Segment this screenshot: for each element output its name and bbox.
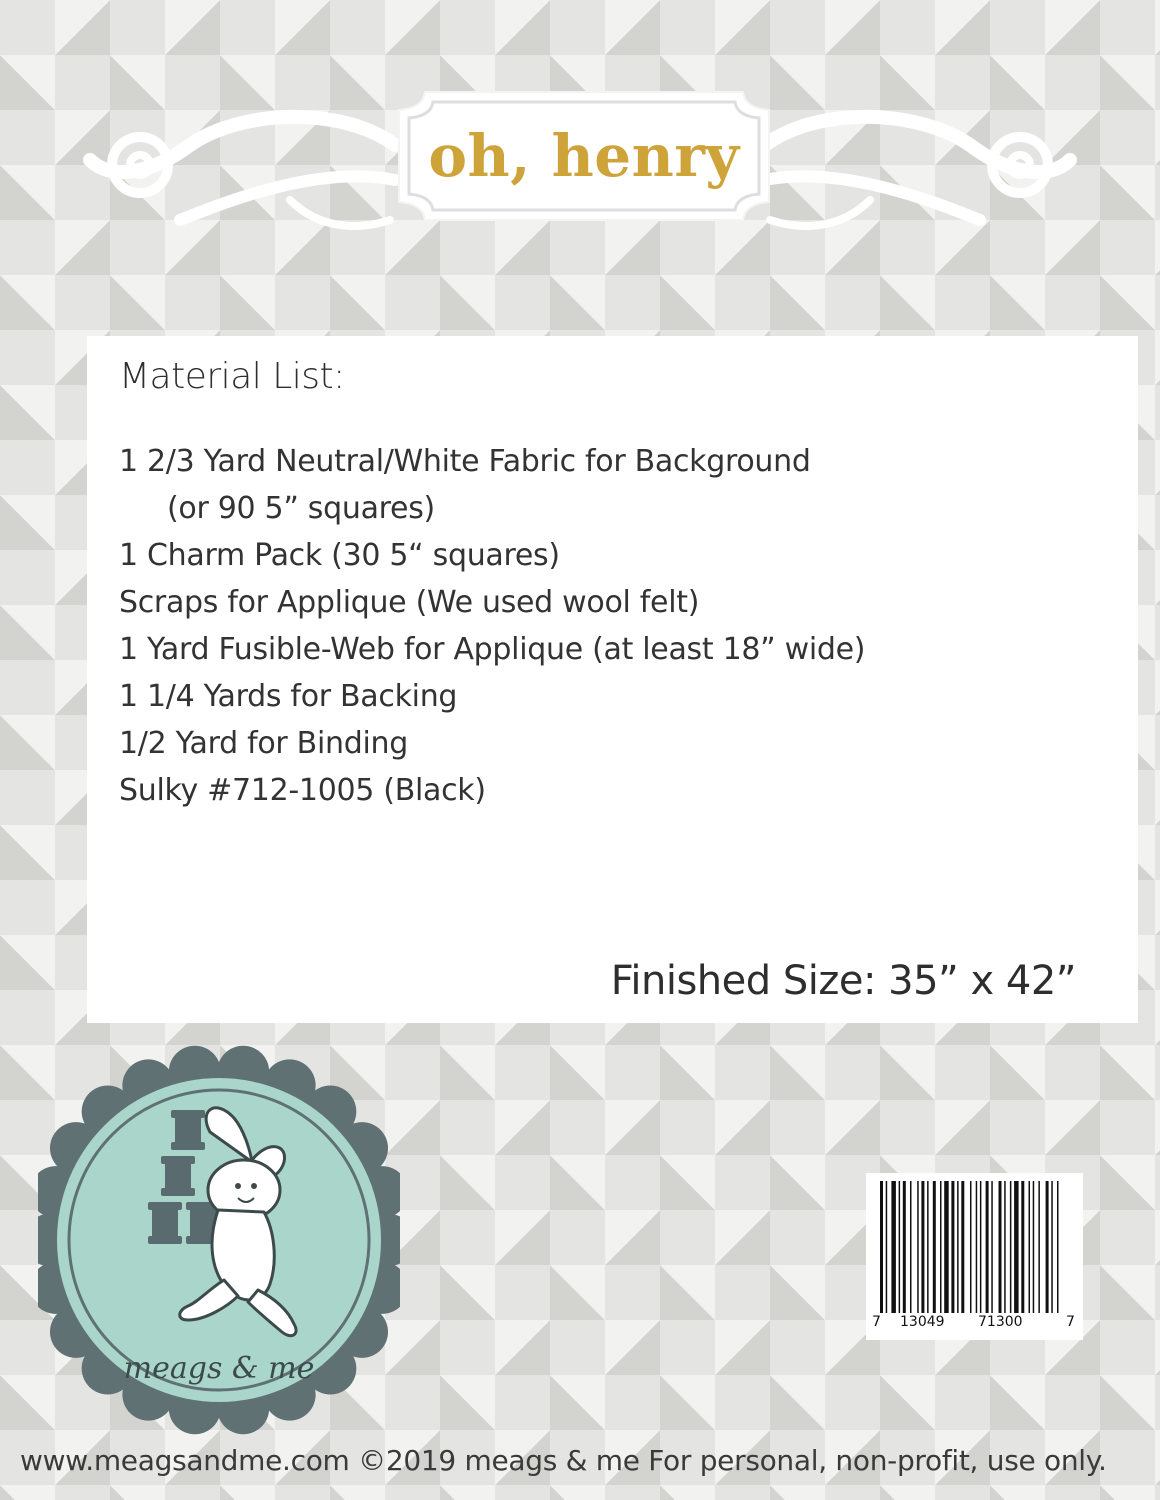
- barcode: [866, 1173, 1083, 1340]
- list-item: Scraps for Applique (We used wool felt): [119, 585, 700, 620]
- footer-copyright: www.meagsandme.com ©2019 meags & me For personal, non-profit, use only.: [20, 1444, 1107, 1477]
- logo-brand-text: meags & me: [123, 1351, 315, 1386]
- list-item: (or 90 5” squares): [167, 491, 435, 526]
- material-list-heading: Material List:: [119, 356, 345, 397]
- material-list-card: [87, 336, 1138, 1023]
- list-item: Sulky #712-1005 (Black): [119, 773, 486, 808]
- material-list: [119, 438, 865, 814]
- list-item: 1 Yard Fusible-Web for Applique (at least 18” wide): [119, 632, 866, 667]
- list-item: 1 1/4 Yards for Backing: [119, 679, 458, 714]
- barcode-digit-group: 7: [872, 1314, 881, 1330]
- barcode-digit-group: 13049: [900, 1314, 945, 1330]
- finished-size: Finished Size: 35” x 42”: [610, 958, 1076, 1004]
- title-plaque: [395, 88, 773, 224]
- list-item: 1 2/3 Yard Neutral/White Fabric for Background: [119, 444, 811, 479]
- barcode-digit-group: 7: [1066, 1314, 1075, 1330]
- list-item: 1 Charm Pack (30 5“ squares): [119, 538, 560, 573]
- barcode-digit-group: 71300: [978, 1314, 1023, 1330]
- barcode-digits: [866, 1314, 1083, 1334]
- meags-and-me-logo: [38, 1040, 400, 1440]
- pattern-title: oh, henry: [428, 122, 740, 190]
- list-item: 1/2 Yard for Binding: [119, 726, 408, 761]
